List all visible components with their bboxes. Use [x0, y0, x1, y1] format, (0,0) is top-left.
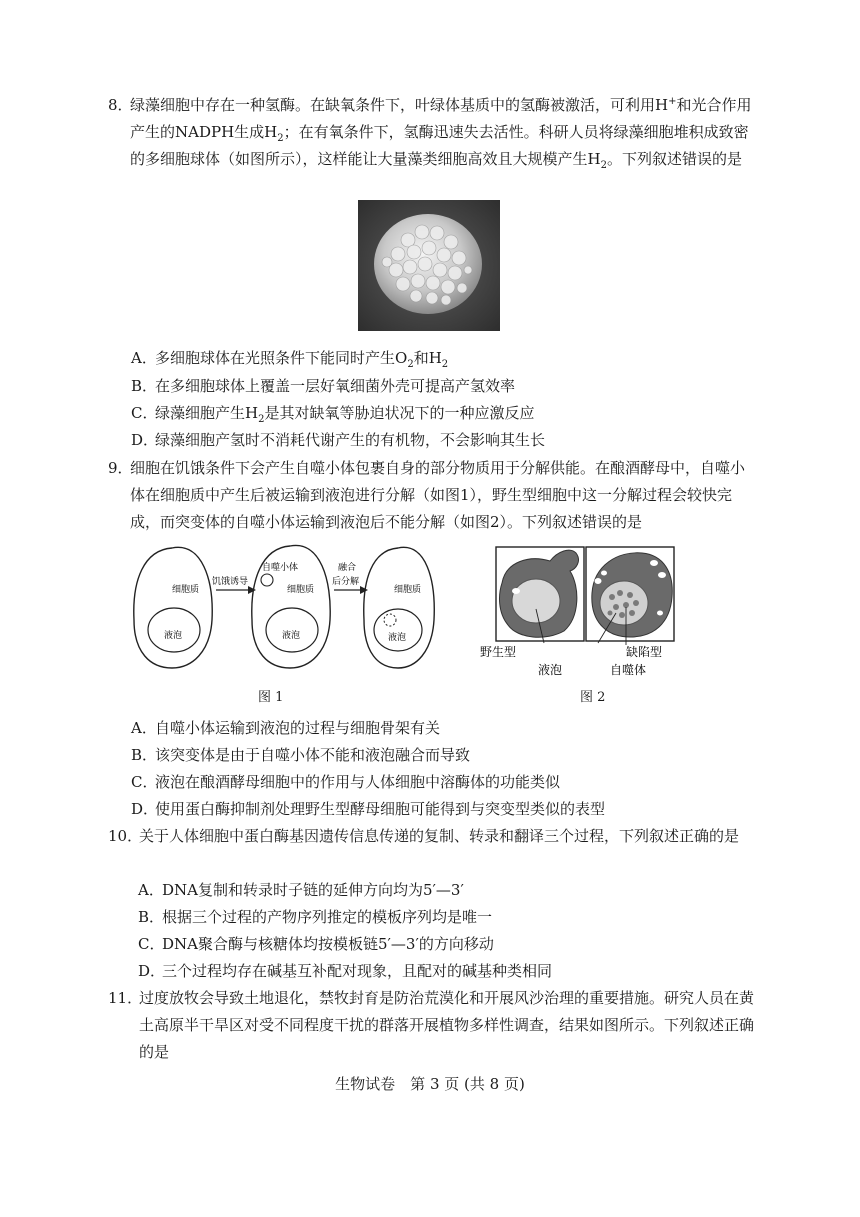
q9-option-b: B．该突变体是由于自噬小体不能和液泡融合而导致 [131, 746, 471, 764]
figure-1 [132, 540, 437, 670]
autophagosome-label: 自噬小体 [262, 563, 299, 573]
question-8 [108, 92, 758, 173]
q8-option-b: B．在多细胞球体上覆盖一层好氧细菌外壳可提高产氢效率 [131, 377, 516, 395]
vacuole-label: 液泡 [538, 663, 563, 677]
cell-3-cytoplasm-label: 细胞质 [394, 585, 422, 595]
q9-option-a: A．自噬小体运输到液泡的过程与细胞骨架有关 [131, 719, 441, 737]
autophagosome-icon [261, 574, 273, 586]
cell-3-vacuole-label: 液泡 [388, 633, 407, 643]
question-number: 10． [108, 827, 143, 845]
q9-option-c: C．液泡在酿酒酵母细胞中的作用与人体细胞中溶酶体的功能类似 [131, 773, 561, 791]
question-10 [108, 823, 758, 850]
wild-type-vacuole [512, 579, 560, 623]
q10-option-b: B．根据三个过程的产物序列推定的模板序列均是唯一 [138, 908, 493, 926]
question-stem: 细胞在饥饿条件下会产生自噬小体包裹自身的部分物质用于分解供能。在酿酒酵母中，自噬小体在细胞质中产生后被运输到液泡进行分解（如图1），野生型细胞中这一分解过程会较快完成，而突变体的自噬小体运输到液泡后不能分解（如图2）。下列叙述错误的是 [130, 459, 746, 531]
cell-1-vacuole [148, 608, 200, 652]
cell-2-vacuole-label: 液泡 [282, 631, 301, 641]
q8-option-d: D．绿藻细胞产氢时不消耗代谢产生的有机物，不会影响其生长 [131, 431, 546, 449]
autophagosome-label: 自噬体 [610, 663, 647, 677]
figure-2-caption: 图 2 [580, 690, 606, 705]
cell-2-cytoplasm-label: 细胞质 [287, 585, 315, 595]
figure-2 [478, 543, 708, 678]
question-stem: 关于人体细胞中蛋白酶基因遗传信息传递的复制、转录和翻译三个过程，下列叙述正确的是 [139, 827, 740, 845]
arrow-2-label-line-2: 后分解 [332, 577, 360, 587]
question-number: 11． [108, 989, 143, 1007]
figure-1-caption: 图 1 [258, 690, 284, 705]
wild-type-label: 野生型 [480, 645, 517, 659]
q9-option-d: D．使用蛋白酶抑制剂处理野生型酵母细胞可能得到与突变型类似的表型 [131, 800, 606, 818]
cell-2-vacuole [266, 608, 318, 652]
question-number: 8． [108, 96, 133, 114]
q10-option-d: D．三个过程均存在碱基互补配对现象，且配对的碱基种类相同 [138, 962, 553, 980]
arrow-2-label-line-1: 融合 [338, 563, 357, 573]
question-11 [108, 985, 758, 1066]
dissolving-autophagosome-icon [384, 614, 396, 626]
cell-3-vacuole [374, 609, 422, 651]
question-stem: 过度放牧会导致土地退化，禁牧封育是防治荒漠化和开展风沙治理的重要措施。研究人员在黄土高原半干旱区对受不同程度干扰的群落开展植物多样性调查，结果如图所示。下列叙述正确的是 [139, 989, 755, 1061]
cell-3-outline [364, 547, 434, 668]
question-number: 9． [108, 459, 133, 477]
question-9 [108, 455, 758, 536]
q8-option-c: C．绿藻细胞产生$H_2$是其对缺氧等胁迫状况下的一种应激反应 [131, 404, 535, 425]
page-footer: 生物试卷 第 3 页 (共 8 页) [335, 1075, 525, 1093]
question-stem: 绿藻细胞中存在一种氢酶。在缺氧条件下，叶绿体基质中的氢酶被激活，可利用H+和光合作用产生的NADPH生成$H_2$；在有氧条件下，氢酶迅速失去活性。科研人员将绿藻细胞堆积成致密的多细胞球体（如图所示），这样能让大量藻类细胞高效且大规模产生$H_2$。下列叙述错误的是 [130, 96, 752, 171]
arrow-1-label: 饥饿诱导 [212, 577, 249, 587]
spheroid-photo [358, 200, 500, 331]
mutant-label: 缺陷型 [626, 645, 663, 659]
q8-option-a: A．多细胞球体在光照条件下能同时产生$O_2$和$H_2$ [131, 349, 449, 370]
q10-option-a: A．DNA复制和转录时子链的延伸方向均为5′—3′ [138, 881, 464, 899]
cell-1-vacuole-label: 液泡 [164, 631, 183, 641]
q10-option-c: C．DNA聚合酶与核糖体均按模板链5′—3′的方向移动 [138, 935, 494, 953]
cell-1-cytoplasm-label: 细胞质 [172, 585, 200, 595]
